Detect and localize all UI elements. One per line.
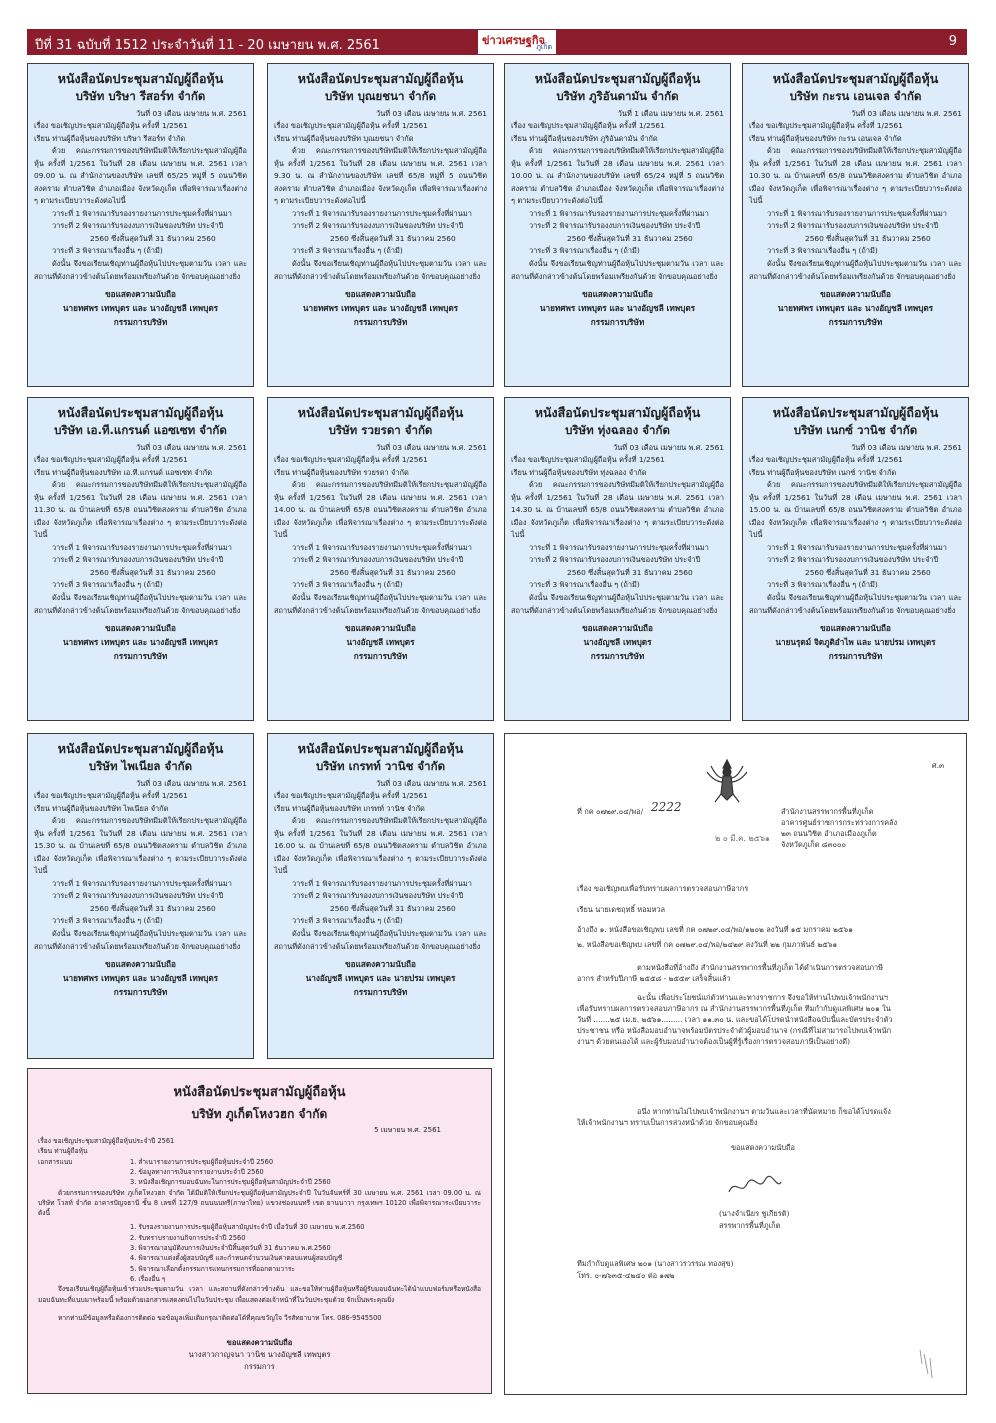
notice-date: วันที่ 03 เดือน เมษายน พ.ศ. 2561 [376, 109, 487, 118]
notice-position: กรรมการบริษัท [113, 651, 168, 662]
office-address-line: อาคารศูนย์ราชการกระทรวงการคลัง [781, 818, 898, 827]
notice-subject: เรื่อง ขอเชิญประชุมสามัญผู้ถือหุ้น ครั้งที่ 1/2561 [274, 121, 428, 130]
pink-notice-position: กรรมการ [244, 1362, 275, 1372]
notice-agenda-2: วาระที่ 2 พิจารณารับรองงบการเงินของบริษัท ประจำปี [529, 221, 701, 231]
notice-closing: ดังนั้น จึงขอเรียนเชิญท่านผู้ถือหุ้นไปประชุมตามวัน เวลา และสถานที่ดังกล่าวข้างต้นโดยพร้อมเพรียงกันด้วย จักขอบคุณอย่างยิ่ง [34, 592, 247, 615]
notice-recipient: เรียน ท่านผู้ถือหุ้นของบริษัท ทุ่งฉลอง จำกัด [511, 467, 647, 477]
notice-agenda-2-cont: 2560 ซึ่งสิ้นสุดวันที่ 31 ธันวาคม 2560 [330, 903, 456, 913]
letter-reference: ที่ กค ๐๗๒๙.๐๔/พอ/ [577, 807, 644, 816]
notice-recipient: เรียน ท่านผู้ถือหุ้นของบริษัท เนกซ์ วานิช จำกัด [749, 467, 897, 477]
notice-date: วันที่ 03 เดือน เมษายน พ.ศ. 2561 [851, 109, 962, 118]
received-date-stamp: ๒ ๐ มี.ค. ๒๕๖๑ [715, 834, 770, 843]
notice-regards: ขอแสดงความนับถือ [582, 289, 653, 300]
notice-agenda-2-cont: 2560 ซึ่งสิ้นสุดวันที่ 31 ธันวาคม 2560 [805, 233, 931, 243]
pink-notice-subject: เรื่อง ขอเชิญประชุมสามัญผู้ถือหุ้นประจำปี 2561 [38, 1137, 175, 1145]
notice-regards: ขอแสดงความนับถือ [345, 959, 416, 970]
notice-title: หนังสือนัดประชุมสามัญผู้ถือหุ้น [57, 71, 224, 86]
pink-notice-title: หนังสือนัดประชุมสามัญผู้ถือหุ้น [173, 1085, 346, 1100]
page-number: 9 [948, 34, 957, 49]
notice-closing: ดังนั้น จึงขอเรียนเชิญท่านผู้ถือหุ้นไปประชุมตามวัน เวลา และสถานที่ดังกล่าวข้างต้นโดยพร้อมเพรียงกันด้วย จักขอบคุณอย่างยิ่ง [274, 592, 487, 615]
notice-title: หนังสือนัดประชุมสามัญผู้ถือหุ้น [297, 71, 464, 86]
notice-body: ด้วย คณะกรรมการของบริษัทมีมติให้เรียกประชุมสามัญผู้ถือหุ้น ครั้งที่ 1/2561 ในวันที่ 28 เดือน เมษายน พ.ศ. 2561 เวลา 14.30 น. ณ บ้านเลขที่ 65/8 ถนนวิชิตสงคราม ตำบลวิชิต อำเภอเมือง จังหวัดภูเก็ต เพื่อพิจารณาเรื่องต่าง ๆ ตามระเบียบวาระดังต่อไปนี้ [511, 480, 724, 540]
notice-regards: ขอแสดงความนับถือ [820, 623, 891, 634]
notice-recipient: เรียน ท่านผู้ถือหุ้นของบริษัท กะรน เอนเจล จำกัด [749, 133, 902, 143]
office-address-line: ๒๓ ถนนวิชิต อำเภอเมืองภูเก็ต [781, 829, 877, 838]
newspaper-header [27, 29, 967, 55]
notice-regards: ขอแสดงความนับถือ [105, 623, 176, 634]
office-address-line: จังหวัดภูเก็ต ๘๓๐๐๐ [781, 840, 847, 849]
signer-name: (นางจำเนียร ชูเกียรติ) [719, 1209, 790, 1218]
meeting-notice [504, 397, 731, 721]
notice-signers: นายทศพร เทพบุตร และ นางอัญชลี เทพบุตร [62, 303, 219, 314]
notice-closing: ดังนั้น จึงขอเรียนเชิญท่านผู้ถือหุ้นไปประชุมตามวัน เวลา และสถานที่ดังกล่าวข้างต้นโดยพร้อมเพรียงกันด้วย จักขอบคุณอย่างยิ่ง [511, 258, 724, 281]
notice-closing: ดังนั้น จึงขอเรียนเชิญท่านผู้ถือหุ้นไปประชุมตามวัน เวลา และสถานที่ดังกล่าวข้างต้นโดยพร้อมเพรียงกันด้วย จักขอบคุณอย่างยิ่ง [274, 928, 487, 951]
pink-agenda-item: 6. เรื่องอื่น ๆ [130, 1274, 166, 1283]
notice-agenda-3: วาระที่ 3 พิจารณาเรื่องอื่น ๆ (ถ้ามี) [767, 580, 878, 590]
notice-position: กรรมการบริษัท [113, 317, 168, 328]
pink-agenda-item: 4. พิจารณาแต่งตั้งผู้สอบบัญชี และกำหนดจำนวนเงินค่าตอบแทนผู้สอบบัญชี [130, 1254, 343, 1263]
letter-ref-2: ๒. หนังสือขอเชิญพบ เลขที่ กค ๐๗๒๙.๐๔/พอ/๒๔๒๙ ลงวันที่ ๒๒ กุมภาพันธ์ ๒๕๖๑ [577, 940, 838, 949]
pink-agenda-item: 1. รับรองรายงานการประชุมผู้ถือหุ้นสามัญประจำปี เมื่อวันที่ 30 เมษายน พ.ศ.2560 [130, 1223, 365, 1232]
notice-company: บริษัท ภูริอันดามัน จำกัด [556, 89, 679, 103]
attachment-item: 3. หนังสือเชิญการมอบฉันทะในการประชุมผู้ถือหุ้นสามัญประจำปี 2560 [130, 1178, 331, 1187]
meeting-notice [27, 397, 254, 721]
notice-agenda-1: วาระที่ 1 พิจารณารับรองรายงานการประชุมครั้งที่ผ่านมา [52, 878, 232, 888]
notice-recipient: เรียน ท่านผู้ถือหุ้นของบริษัท ภูริอันดามัน จำกัด [511, 133, 658, 143]
notice-agenda-2: วาระที่ 2 พิจารณารับรองงบการเงินของบริษัท ประจำปี [52, 891, 224, 901]
garuda-emblem-icon [703, 754, 751, 804]
notice-agenda-2-cont: 2560 ซึ่งสิ้นสุดวันที่ 31 ธันวาคม 2560 [567, 567, 693, 577]
notice-subject: เรื่อง ขอเชิญประชุมสามัญผู้ถือหุ้น ครั้งที่ 1/2561 [34, 791, 188, 800]
notice-body: ด้วย คณะกรรมการของบริษัทมีมติให้เรียกประชุมสามัญผู้ถือหุ้น ครั้งที่ 1/2561 ในวันที่ 28 เดือน เมษายน พ.ศ. 2561 เวลา 09.00 น. ณ สำนักงานของบริษัท เลขที่ 65/25 หมู่ที่ 5 ถนนวิชิตสงคราม ตำบลวิชิต อำเภอเมือง จังหวัดภูเก็ต เพื่อพิจารณาเรื่องต่าง ๆ ตามระเบียบวาระดังต่อไปนี้ [34, 146, 247, 206]
notice-body: ด้วย คณะกรรมการของบริษัทมีมติให้เรียกประชุมสามัญผู้ถือหุ้น ครั้งที่ 1/2561 ในวันที่ 28 เดือน เมษายน พ.ศ. 2561 เวลา 10.30 น. ณ บ้านเลขที่ 65/8 ถนนวิชิตสงคราม ตำบลวิชิต อำเภอเมือง จังหวัดภูเก็ต เพื่อพิจารณาเรื่องต่าง ๆ ตามระเบียบวาระดังต่อไปนี้ [749, 146, 962, 206]
notice-agenda-3: วาระที่ 3 พิจารณาเรื่องอื่น ๆ (ถ้ามี) [529, 580, 640, 590]
notice-date: วันที่ 03 เดือน เมษายน พ.ศ. 2561 [376, 779, 487, 788]
notice-agenda-3: วาระที่ 3 พิจารณาเรื่องอื่น ๆ (ถ้ามี) [52, 246, 163, 256]
notice-recipient: เรียน ท่านผู้ถือหุ้นของบริษัท เอ.ที.แกรนด์ แอซเซท จำกัด [34, 467, 213, 477]
notice-agenda-1: วาระที่ 1 พิจารณารับรองรายงานการประชุมครั้งที่ผ่านมา [292, 542, 472, 552]
notice-recipient: เรียน ท่านผู้ถือหุ้นของบริษัท เกรทท์ วานิช จำกัด [274, 803, 425, 813]
meeting-notice [27, 733, 254, 1059]
notice-date: วันที่ 03 เดือน เมษายน พ.ศ. 2561 [136, 109, 247, 118]
notice-agenda-3: วาระที่ 3 พิจารณาเรื่องอื่น ๆ (ถ้ามี) [292, 580, 403, 590]
notice-regards: ขอแสดงความนับถือ [345, 623, 416, 634]
notice-recipient: เรียน ท่านผู้ถือหุ้นของบริษัท รวยรดา จำกัด [274, 467, 409, 477]
notice-agenda-3: วาระที่ 3 พิจารณาเรื่องอื่น ๆ (ถ้ามี) [292, 246, 403, 256]
notice-body: ด้วย คณะกรรมการของบริษัทมีมติให้เรียกประชุมสามัญผู้ถือหุ้น ครั้งที่ 1/2561 ในวันที่ 28 เดือน เมษายน พ.ศ. 2561 เวลา 9.30 น. ณ สำนักงานของบริษัท เลขที่ 65/8 หมู่ที่ 5 ถนนวิชิตสงคราม ตำบลวิชิต อำเภอเมือง จังหวัดภูเก็ต เพื่อพิจารณาเรื่องต่าง ๆ ตามระเบียบวาระดังต่อไปนี้ [274, 146, 487, 206]
notice-recipient: เรียน ท่านผู้ถือหุ้นของบริษัท บริษา รีสอร์ท จำกัด [34, 133, 186, 143]
notice-company: บริษัท รวยรดา จำกัด [328, 423, 433, 437]
notice-agenda-2: วาระที่ 2 พิจารณารับรองงบการเงินของบริษัท ประจำปี [52, 555, 224, 565]
notice-position: กรรมการบริษัท [590, 317, 645, 328]
notice-agenda-1: วาระที่ 1 พิจารณารับรองรายงานการประชุมครั้งที่ผ่านมา [292, 878, 472, 888]
letter-form-code: ศ.๓ [931, 761, 944, 770]
pink-notice-date: 5 เมษายน พ.ศ. 2561 [374, 1126, 441, 1134]
notice-title: หนังสือนัดประชุมสามัญผู้ถือหุ้น [297, 741, 464, 756]
notice-recipient: เรียน ท่านผู้ถือหุ้นของบริษัท ไพเนียล จำกัด [34, 803, 169, 813]
letter-recipient: เรียน นายเดชฤทธิ์ หอมหวล [577, 905, 666, 914]
notice-agenda-1: วาระที่ 1 พิจารณารับรองรายงานการประชุมครั้งที่ผ่านมา [529, 542, 709, 552]
letter-paragraph-2: ฉะนั้น เพื่อประโยชน์แก่ตัวท่านและทางราชการ จึงขอให้ท่านไปพบเจ้าพนักงานฯ เพื่อรับทราบผลการตรวจสอบภาษีอากร ณ สำนักงานสรรพากรพื้นที่ภูเก็ต ทีมกำกับดูแลพิเศษ ๒๐๑ ในวันที่ .......๒๕ เม.ย. ๒๕๖๑......... เวลา ๑๑.๓๐ น. และขอได้โปรดนำหนังสือฉบับนี้และบัตรประจำตัวประชาชน หรือ หนังสือมอบอำนาจพร้อมบัตรประจำตัวผู้มอบอำนาจ (กรณีที่ไม่สามารถไปพบเจ้าพนักงานฯ ด้วยตนเองได้ และผู้รับมอบอำนาจต้องเป็นผู้ที่รู้เรื่องการตรวจสอบภาษีเป็นอย่างดี) [577, 993, 893, 1046]
notice-position: กรรมการบริษัท [353, 317, 408, 328]
notice-signers: นางอัญชลี เทพบุตร [346, 637, 415, 648]
logo-subtext: ภูเก็ต [536, 43, 552, 51]
notice-agenda-2: วาระที่ 2 พิจารณารับรองงบการเงินของบริษัท ประจำปี [529, 555, 701, 565]
letter-paragraph-1: ตามหนังสือที่อ้างถึง สำนักงานสรรพากรพื้นที่ภูเก็ต ได้ดำเนินการตรวจสอบภาษีอากร สำหรับปีภาษี ๒๕๕๘ - ๒๕๕๙ เสร็จสิ้นแล้ว [577, 963, 884, 983]
pink-notice-regards: ขอแสดงความนับถือ [226, 1338, 293, 1348]
notice-company: บริษัท กะรน เอนเจล จำกัด [789, 89, 922, 103]
notice-agenda-2-cont: 2560 ซึ่งสิ้นสุดวันที่ 31 ธันวาคม 2560 [90, 567, 216, 577]
notice-title: หนังสือนัดประชุมสามัญผู้ถือหุ้น [534, 71, 701, 86]
notice-regards: ขอแสดงความนับถือ [345, 289, 416, 300]
pink-agenda-item: 2. รับทราบรายงานกิจการประจำปี 2560 [130, 1233, 246, 1242]
attachment-label: เอกสารแนบ [38, 1157, 73, 1166]
letter-reference-handwritten: 2222 [651, 800, 682, 814]
notice-agenda-2-cont: 2560 ซึ่งสิ้นสุดวันที่ 31 ธันวาคม 2560 [90, 903, 216, 913]
notice-agenda-3: วาระที่ 3 พิจารณาเรื่องอื่น ๆ (ถ้ามี) [292, 916, 403, 926]
notice-company: บริษัท ไพเนียล จำกัด [88, 759, 193, 773]
attachment-item: 2. ข้อมูลทางการเงินจากรายงานประจำปี 2560 [130, 1167, 264, 1176]
pink-agenda-item: 3. พิจารณาอนุมัติงบการเงินประจำปีสิ้นสุดวันที่ 31 ธันวาคม พ.ศ.2560 [130, 1244, 331, 1253]
meeting-notice [27, 63, 254, 387]
notice-title: หนังสือนัดประชุมสามัญผู้ถือหุ้น [57, 741, 224, 756]
meeting-notice [504, 63, 731, 387]
notice-position: กรรมการบริษัท [828, 317, 883, 328]
meeting-notice [267, 733, 494, 1059]
notice-agenda-3: วาระที่ 3 พิจารณาเรื่องอื่น ๆ (ถ้ามี) [767, 246, 878, 256]
pink-notice-company: บริษัท ภูเก็ตโหงวฮก จำกัด [191, 1107, 328, 1121]
issue-line: ปีที่ 31 ฉบับที่ 1512 ประจำวันที่ 11 - 20 เมษายน พ.ศ. 2561 [35, 38, 380, 53]
signer-title: สรรพากรพื้นที่ภูเก็ต [719, 1221, 781, 1230]
letter-footer-phone: โทร. ๐-๗๖๓๕-๔๒๔๐ ต่อ ๑๗๒ [577, 1271, 675, 1280]
notice-subject: เรื่อง ขอเชิญประชุมสามัญผู้ถือหุ้น ครั้งที่ 1/2561 [749, 121, 903, 130]
notice-subject: เรื่อง ขอเชิญประชุมสามัญผู้ถือหุ้น ครั้งที่ 1/2561 [34, 121, 188, 130]
notice-closing: ดังนั้น จึงขอเรียนเชิญท่านผู้ถือหุ้นไปประชุมตามวัน เวลา และสถานที่ดังกล่าวข้างต้นโดยพร้อมเพรียงกันด้วย จักขอบคุณอย่างยิ่ง [274, 258, 487, 281]
notice-signers: นายทศพร เทพบุตร และ นางอัญชลี เทพบุตร [62, 973, 219, 984]
letter-subject: เรื่อง ขอเชิญพบเพื่อรับทราบผลการตรวจสอบภาษีอากร [577, 884, 749, 893]
notice-position: กรรมการบริษัท [828, 651, 883, 662]
notice-company: บริษัท ทุ่งฉลอง จำกัด [565, 423, 670, 437]
notice-body: ด้วย คณะกรรมการของบริษัทมีมติให้เรียกประชุมสามัญผู้ถือหุ้น ครั้งที่ 1/2561 ในวันที่ 28 เดือน เมษายน พ.ศ. 2561 เวลา 15.00 น. ณ บ้านเลขที่ 65/8 ถนนวิชิตสงคราม ตำบลวิชิต อำเภอเมือง จังหวัดภูเก็ต เพื่อพิจารณาเรื่องต่าง ๆ ตามระเบียบวาระดังต่อไปนี้ [749, 480, 962, 540]
letter-regards: ขอแสดงความนับถือ [731, 1143, 795, 1152]
notice-date: วันที่ 03 เดือน เมษายน พ.ศ. 2561 [136, 779, 247, 788]
notice-closing: ดังนั้น จึงขอเรียนเชิญท่านผู้ถือหุ้นไปประชุมตามวัน เวลา และสถานที่ดังกล่าวข้างต้นโดยพร้อมเพรียงกันด้วย จักขอบคุณอย่างยิ่ง [511, 592, 724, 615]
meeting-notice [742, 63, 969, 387]
notice-agenda-3: วาระที่ 3 พิจารณาเรื่องอื่น ๆ (ถ้ามี) [529, 246, 640, 256]
notice-position: กรรมการบริษัท [113, 987, 168, 998]
notice-agenda-3: วาระที่ 3 พิจารณาเรื่องอื่น ๆ (ถ้ามี) [52, 916, 163, 926]
notice-subject: เรื่อง ขอเชิญประชุมสามัญผู้ถือหุ้น ครั้งที่ 1/2561 [511, 455, 665, 464]
notice-signers: นายทศพร เทพบุตร และ นางอัญชลี เทพบุตร [62, 637, 219, 648]
notice-title: หนังสือนัดประชุมสามัญผู้ถือหุ้น [772, 405, 939, 420]
notice-title: หนังสือนัดประชุมสามัญผู้ถือหุ้น [534, 405, 701, 420]
notice-signers: นายทศพร เทพบุตร และ นางอัญชลี เทพบุตร [539, 303, 696, 314]
notice-date: วันที่ 03 เดือน เมษายน พ.ศ. 2561 [613, 443, 724, 452]
notice-position: กรรมการบริษัท [353, 987, 408, 998]
notice-agenda-2: วาระที่ 2 พิจารณารับรองงบการเงินของบริษัท ประจำปี [292, 891, 464, 901]
pink-meeting-notice [27, 1068, 492, 1394]
notice-signers: นายทศพร เทพบุตร และ นางอัญชลี เทพบุตร [302, 303, 459, 314]
notice-signers: นางอัญชลี เทพบุตร และ นายปรม เทพบุตร [305, 973, 456, 984]
notice-title: หนังสือนัดประชุมสามัญผู้ถือหุ้น [57, 405, 224, 420]
notice-closing: ดังนั้น จึงขอเรียนเชิญท่านผู้ถือหุ้นไปประชุมตามวัน เวลา และสถานที่ดังกล่าวข้างต้นโดยพร้อมเพรียงกันด้วย จักขอบคุณอย่างยิ่ง [749, 592, 962, 615]
notice-agenda-1: วาระที่ 1 พิจารณารับรองรายงานการประชุมครั้งที่ผ่านมา [52, 208, 232, 218]
notice-agenda-3: วาระที่ 3 พิจารณาเรื่องอื่น ๆ (ถ้ามี) [52, 580, 163, 590]
notice-closing: ดังนั้น จึงขอเรียนเชิญท่านผู้ถือหุ้นไปประชุมตามวัน เวลา และสถานที่ดังกล่าวข้างต้นโดยพร้อมเพรียงกันด้วย จักขอบคุณอย่างยิ่ง [34, 928, 247, 951]
notice-title: หนังสือนัดประชุมสามัญผู้ถือหุ้น [772, 71, 939, 86]
meeting-notice [267, 397, 494, 721]
notice-title: หนังสือนัดประชุมสามัญผู้ถือหุ้น [297, 405, 464, 420]
notice-agenda-1: วาระที่ 1 พิจารณารับรองรายงานการประชุมครั้งที่ผ่านมา [767, 542, 947, 552]
notice-subject: เรื่อง ขอเชิญประชุมสามัญผู้ถือหุ้น ครั้งที่ 1/2561 [274, 455, 428, 464]
notice-body: ด้วย คณะกรรมการของบริษัทมีมติให้เรียกประชุมสามัญผู้ถือหุ้น ครั้งที่ 1/2561 ในวันที่ 28 เดือน เมษายน พ.ศ. 2561 เวลา 11.30 น. ณ บ้านเลขที่ 65/8 ถนนวิชิตสงคราม ตำบลวิชิต อำเภอเมือง จังหวัดภูเก็ต เพื่อพิจารณาเรื่องต่าง ๆ ตามระเบียบวาระดังต่อไปนี้ [34, 480, 247, 540]
notice-body: ด้วย คณะกรรมการของบริษัทมีมติให้เรียกประชุมสามัญผู้ถือหุ้น ครั้งที่ 1/2561 ในวันที่ 28 เดือน เมษายน พ.ศ. 2561 เวลา 16.00 น. ณ บ้านเลขที่ 65/8 ถนนวิชิตสงคราม ตำบลวิชิต อำเภอเมือง จังหวัดภูเก็ต เพื่อพิจารณาเรื่องต่าง ๆ ตามระเบียบวาระดังต่อไปนี้ [274, 816, 487, 876]
notice-regards: ขอแสดงความนับถือ [820, 289, 891, 300]
logo-text: ข่าวเศรษฐกิจ [482, 34, 545, 47]
notice-date: วันที่ 03 เดือน เมษายน พ.ศ. 2561 [851, 443, 962, 452]
notice-subject: เรื่อง ขอเชิญประชุมสามัญผู้ถือหุ้น ครั้งที่ 1/2561 [511, 121, 665, 130]
notice-closing: ดังนั้น จึงขอเรียนเชิญท่านผู้ถือหุ้นไปประชุมตามวัน เวลา และสถานที่ดังกล่าวข้างต้นโดยพร้อมเพรียงกันด้วย จักขอบคุณอย่างยิ่ง [749, 258, 962, 281]
notice-date: วันที่ 03 เดือน เมษายน พ.ศ. 2561 [136, 443, 247, 452]
notice-company: บริษัท เกรทท์ วานิช จำกัด [315, 759, 446, 773]
notice-company: บริษัท เอ.ที.แกรนด์ แอซเซท จำกัด [54, 423, 227, 437]
notice-agenda-2-cont: 2560 ซึ่งสิ้นสุดวันที่ 31 ธันวาคม 2560 [805, 567, 931, 577]
meeting-notice [742, 397, 969, 721]
pink-notice-signers: นางสาวกาญจนา วานิช นางอัญชลี เทพบุตร [188, 1350, 331, 1360]
letter-ref-1: อ้างถึง ๑. หนังสือขอเชิญพบ เลขที่ กค ๐๗๒๙.๐๔/พอ/๑๒๐๒ ลงวันที่ ๑๕ มกราคม ๒๕๖๑ [577, 925, 853, 934]
notice-agenda-2-cont: 2560 ซึ่งสิ้นสุดวันที่ 31 ธันวาคม 2560 [330, 567, 456, 577]
notice-date: วันที่ 1 เดือน เมษายน พ.ศ. 2561 [617, 109, 724, 118]
notice-regards: ขอแสดงความนับถือ [105, 289, 176, 300]
scan-mark-icon [910, 1344, 940, 1384]
notice-signers: นายนรุตม์ จิตภูติอำไพ และ นายปรม เทพบุตร [775, 637, 936, 648]
notice-date: วันที่ 03 เดือน เมษายน พ.ศ. 2561 [376, 443, 487, 452]
letter-paragraph-3: อนึ่ง หากท่านไม่ไปพบเจ้าพนักงานฯ ตามวันและเวลาที่นัดหมาย ก็ขอได้โปรดแจ้งให้เจ้าพนักงานฯ ทราบเป็นการล่วงหน้าด้วย จักขอบคุณยิ่ง [577, 1107, 891, 1127]
notice-agenda-2-cont: 2560 ซึ่งสิ้นสุดวันที่ 31 ธันวาคม 2560 [567, 233, 693, 243]
letter-footer-team: ทีมกำกับดูแลพิเศษ ๒๐๑ (นางสาวรวรรณ ทองสุข) [577, 1259, 734, 1268]
notice-body: ด้วย คณะกรรมการของบริษัทมีมติให้เรียกประชุมสามัญผู้ถือหุ้น ครั้งที่ 1/2561 ในวันที่ 28 เดือน เมษายน พ.ศ. 2561 เวลา 15.30 น. ณ บ้านเลขที่ 65/8 ถนนวิชิตสงคราม ตำบลวิชิต อำเภอเมือง จังหวัดภูเก็ต เพื่อพิจารณาเรื่องต่าง ๆ ตามระเบียบวาระดังต่อไปนี้ [34, 816, 247, 876]
notice-agenda-1: วาระที่ 1 พิจารณารับรองรายงานการประชุมครั้งที่ผ่านมา [529, 208, 709, 218]
notice-company: บริษัท บริษา รีสอร์ท จำกัด [75, 89, 206, 103]
notice-agenda-2: วาระที่ 2 พิจารณารับรองงบการเงินของบริษัท ประจำปี [767, 221, 939, 231]
notice-agenda-2: วาระที่ 2 พิจารณารับรองงบการเงินของบริษัท ประจำปี [52, 221, 224, 231]
notice-agenda-2: วาระที่ 2 พิจารณารับรองงบการเงินของบริษัท ประจำปี [292, 555, 464, 565]
notice-regards: ขอแสดงความนับถือ [105, 959, 176, 970]
notice-subject: เรื่อง ขอเชิญประชุมสามัญผู้ถือหุ้น ครั้งที่ 1/2561 [749, 455, 903, 464]
notice-position: กรรมการบริษัท [590, 651, 645, 662]
notice-body: ด้วย คณะกรรมการของบริษัทมีมติให้เรียกประชุมสามัญผู้ถือหุ้น ครั้งที่ 1/2561 ในวันที่ 28 เดือน เมษายน พ.ศ. 2561 เวลา 10.00 น. ณ สำนักงานของบริษัท เลขที่ 65/24 หมู่ที่ 5 ถนนวิชิตสงคราม ตำบลวิชิต อำเภอเมือง จังหวัดภูเก็ต เพื่อพิจารณาเรื่องต่าง ๆ ตามระเบียบวาระดังต่อไปนี้ [511, 146, 724, 206]
notice-signers: นางอัญชลี เทพบุตร [583, 637, 652, 648]
attachment-item: 1. สำเนารายงานการประชุมผู้ถือหุ้นประจำปี 2560 [130, 1157, 274, 1166]
signature-icon [725, 1172, 785, 1200]
revenue-office-letter [504, 733, 967, 1395]
notice-regards: ขอแสดงความนับถือ [582, 623, 653, 634]
notice-agenda-2: วาระที่ 2 พิจารณารับรองงบการเงินของบริษัท ประจำปี [767, 555, 939, 565]
notice-signers: นายทศพร เทพบุตร และ นางอัญชลี เทพบุตร [777, 303, 934, 314]
notice-subject: เรื่อง ขอเชิญประชุมสามัญผู้ถือหุ้น ครั้งที่ 1/2561 [34, 455, 188, 464]
notice-recipient: เรียน ท่านผู้ถือหุ้นของบริษัท บุณยชนา จำกัด [274, 133, 414, 143]
office-address-line: สำนักงานสรรพากรพื้นที่ภูเก็ต [781, 807, 874, 816]
notice-agenda-2-cont: 2560 ซึ่งสิ้นสุดวันที่ 31 ธันวาคม 2560 [330, 233, 456, 243]
pink-agenda-item: 5. พิจารณาเลือกตั้งกรรมการแทนกรรมการที่ออกตามวาระ [130, 1264, 295, 1273]
pink-notice-closing: จึงขอเรียนเชิญผู้ถือหุ้นเข้าร่วมประชุมตามวัน เวลา และสถานที่ดังกล่าวข้างต้น และขอให้ท่านผู้ถือหุ้นหรือผู้รับมอบฉันทะได้นำแบบฟอร์มหรือหนังสือมอบฉันทะที่แนบมาพร้อมนี้ พร้อมด้วยเอกสารแสดงตนไปในวันประชุม เพื่อแสดงต่อเจ้าหน้าที่ในวันประชุมด้วย จักเป็นพระคุณยิ่ง [38, 1285, 481, 1304]
meeting-notice [267, 63, 494, 387]
notice-position: กรรมการบริษัท [353, 651, 408, 662]
notice-body: ด้วย คณะกรรมการของบริษัทมีมติให้เรียกประชุมสามัญผู้ถือหุ้น ครั้งที่ 1/2561 ในวันที่ 28 เดือน เมษายน พ.ศ. 2561 เวลา 14.00 น. ณ บ้านเลขที่ 65/8 ถนนวิชิตสงคราม ตำบลวิชิต อำเภอเมือง จังหวัดภูเก็ต เพื่อพิจารณาเรื่องต่าง ๆ ตามระเบียบวาระดังต่อไปนี้ [274, 480, 487, 540]
pink-notice-body: ด้วยกรรมการของบริษัท ภูเก็ตโหงวฮก จำกัด ได้มีมติให้เรียกประชุมผู้ถือหุ้นสามัญประจำปี ในวันจันทร์ที่ 30 เมษายน พ.ศ. 2561 เวลา 09.00 น. ณ บริษัท โวลท์ จำกัด อาคารปัญจธานี ชั้น 8 เลขที่ 127/9 ถนนนนทรี(ภาษาไทย) แขวงช่องนนทรี เขต ยานนาวา กรุงเทพฯ 10120 เพื่อพิจารณาระเบียบวาระดังนี้ [38, 1188, 481, 1218]
notice-agenda-1: วาระที่ 1 พิจารณารับรองรายงานการประชุมครั้งที่ผ่านมา [52, 542, 232, 552]
notice-agenda-1: วาระที่ 1 พิจารณารับรองรายงานการประชุมครั้งที่ผ่านมา [767, 208, 947, 218]
pink-notice-contact: หากท่านมีข้อมูลหรือต้องการติดต่อ ขอข้อมูลเพิ่มเติมกรุณาติดต่อได้ที่คุณขวัญใจ วีรสัทยาบาท โทร. 086-9545500 [58, 1313, 382, 1322]
notice-agenda-1: วาระที่ 1 พิจารณารับรองรายงานการประชุมครั้งที่ผ่านมา [292, 208, 472, 218]
notice-closing: ดังนั้น จึงขอเรียนเชิญท่านผู้ถือหุ้นไปประชุมตามวัน เวลา และสถานที่ดังกล่าวข้างต้นโดยพร้อมเพรียงกันด้วย จักขอบคุณอย่างยิ่ง [34, 258, 247, 281]
notice-company: บริษัท บุณยชนา จำกัด [324, 89, 437, 103]
notice-company: บริษัท เนกซ์ วานิช จำกัด [793, 423, 918, 437]
pink-notice-recipient: เรียน ท่านผู้ถือหุ้น [38, 1147, 88, 1156]
newspaper-logo [477, 29, 557, 55]
notice-agenda-2-cont: 2560 ซึ่งสิ้นสุดวันที่ 31 ธันวาคม 2560 [90, 233, 216, 243]
pink-notice-attachments [38, 1157, 481, 1188]
notice-subject: เรื่อง ขอเชิญประชุมสามัญผู้ถือหุ้น ครั้งที่ 1/2561 [274, 791, 428, 800]
notice-agenda-2: วาระที่ 2 พิจารณารับรองงบการเงินของบริษัท ประจำปี [292, 221, 464, 231]
